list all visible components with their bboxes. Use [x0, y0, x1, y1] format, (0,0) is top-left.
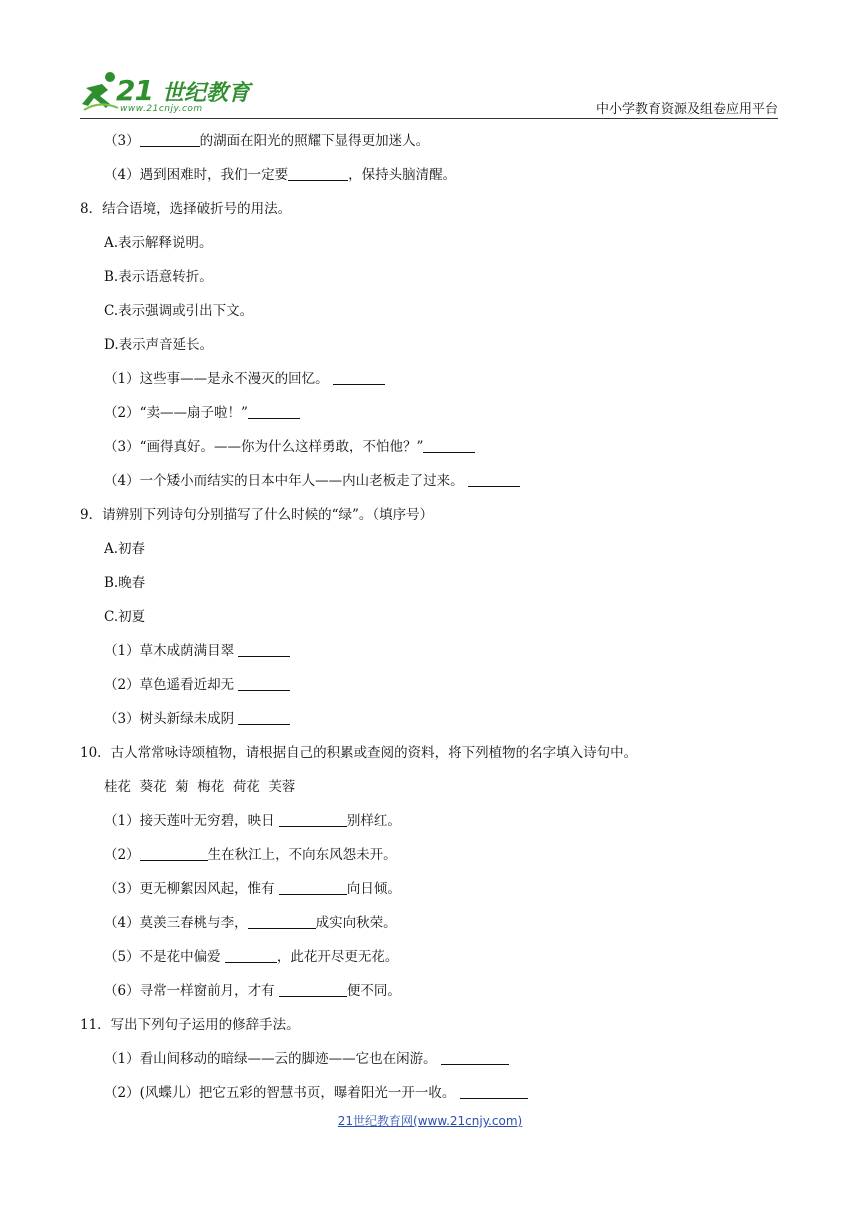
q11-item-2: （2）(风蝶儿）把它五彩的智慧书页，曝着阳光一开一收。 [80, 1076, 780, 1110]
q9-option-a: A.初春 [104, 541, 146, 557]
page-header [80, 66, 778, 118]
q9-item-1: （1）草木成荫满目翠 [80, 634, 780, 668]
q8-item-1: （1）这些事——是永不漫灭的回忆。 [80, 362, 780, 396]
q9-item-3: （3）树头新绿未成阴 [80, 702, 780, 736]
q8-item-4: （4）一个矮小而结实的日本中年人——内山老板走了过来。 [80, 464, 780, 498]
q8-option-d: D.表示声音延长。 [104, 337, 214, 353]
answer-blank[interactable] [238, 708, 290, 725]
footer-link[interactable]: 21世纪教育网(www.21cnjy.com) [337, 1114, 523, 1128]
q9-item-2: （2）草色遥看近却无 [80, 668, 780, 702]
answer-blank[interactable] [279, 878, 347, 895]
q10-item-6: （6）寻常一样窗前月，才有 便不同。 [80, 974, 780, 1008]
q11-item-1: （1）看山间移动的暗绿——云的脚迹——它也在闲游。 [80, 1042, 780, 1076]
answer-blank[interactable] [140, 130, 200, 147]
q11-title: 11．写出下列句子运用的修辞手法。 [80, 1017, 300, 1033]
q9-title: 9．请辨别下列诗句分别描写了什么时候的“绿”。（填序号） [80, 507, 434, 523]
answer-blank[interactable] [423, 436, 475, 453]
platform-title: 中小学教育资源及组卷应用平台 [595, 102, 778, 117]
runner-icon [80, 70, 120, 112]
answer-blank[interactable] [468, 470, 520, 487]
logo-text: 世纪教育 [162, 81, 251, 106]
q8-title: 8．结合语境，选择破折号的用法。 [80, 201, 292, 217]
q10-item-1: （1）接天莲叶无穷碧，映日 别样红。 [80, 804, 780, 838]
answer-blank[interactable] [238, 674, 290, 691]
answer-blank[interactable] [441, 1048, 509, 1065]
q9-option-c: C.初夏 [104, 609, 146, 625]
answer-blank[interactable] [238, 640, 290, 657]
answer-blank[interactable] [140, 844, 208, 861]
q10-item-4: （4）莫羡三春桃与李， 成实向秋荣。 [80, 906, 780, 940]
logo-number: 21 [116, 74, 153, 107]
q7-item-3: （3） 的湖面在阳光的照耀下显得更加迷人。 [80, 124, 780, 158]
answer-blank[interactable] [279, 980, 347, 997]
q8-option-b: B.表示语意转折。 [104, 269, 213, 285]
q10-title: 10．古人常常咏诗颂植物，请根据自己的积累或查阅的资料，将下列植物的名字填入诗句中。 [80, 745, 638, 761]
q10-word-bank: 桂花 葵花 菊 梅花 荷花 芙蓉 [104, 779, 296, 795]
q10-item-3: （3）更无柳絮因风起，惟有 向日倾。 [80, 872, 780, 906]
answer-blank[interactable] [248, 912, 316, 929]
q8-item-3: （3）“画得真好。——你为什么这样勇敢，不怕他？” [80, 430, 780, 464]
q10-item-5: （5）不是花中偏爱 ，此花开尽更无花。 [80, 940, 780, 974]
logo [80, 66, 280, 118]
q10-item-2: （2） 生在秋江上，不向东风怨未开。 [80, 838, 780, 872]
q8-option-c: C.表示强调或引出下文。 [104, 303, 254, 319]
answer-blank[interactable] [333, 368, 385, 385]
page-footer [0, 1112, 860, 1129]
q8-item-2: （2）“卖——扇子啦！” [80, 396, 780, 430]
worksheet-content [80, 124, 780, 1110]
answer-blank[interactable] [248, 402, 300, 419]
answer-blank[interactable] [225, 946, 277, 963]
logo-url: www.21cnjy.com [120, 104, 203, 114]
answer-blank[interactable] [460, 1082, 528, 1099]
answer-blank[interactable] [288, 164, 348, 181]
header-divider [80, 118, 778, 119]
answer-blank[interactable] [279, 810, 347, 827]
q8-option-a: A.表示解释说明。 [104, 235, 213, 251]
q7-item-4: （4）遇到困难时，我们一定要 ，保持头脑清醒。 [80, 158, 780, 192]
q9-option-b: B.晚春 [104, 575, 146, 591]
